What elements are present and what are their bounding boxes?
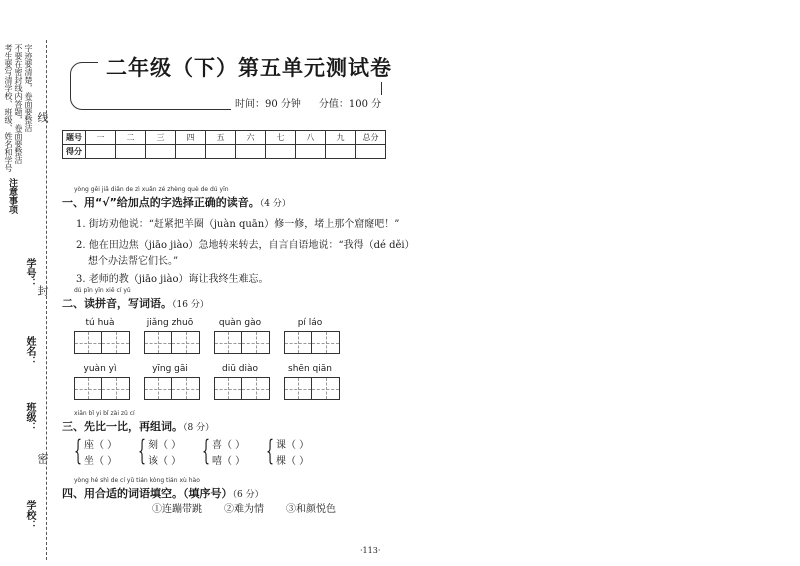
q2-points: （16 分） [172,300,209,310]
score-input-cell[interactable] [296,145,326,159]
writing-grid[interactable] [284,331,340,354]
line-char: 线 [36,112,49,123]
student-id-field[interactable]: 学号： [24,258,35,288]
score-input-cell[interactable] [86,145,116,159]
q1-item: 想个办法帮它们长。” [88,256,179,267]
word-pinyin: shēn qiān [288,364,332,374]
score-table-row [63,145,386,159]
score-input-cell[interactable] [206,145,236,159]
seal-line [46,40,47,560]
q2-pinyin: dú pīn yīn xiě cí yǔ [74,287,131,294]
writing-grid[interactable] [144,377,200,400]
table-cell: 一 [86,131,116,145]
q1-pinyin: yòng gěi jiā diǎn de zì xuǎn zé zhèng què de dú yīn [74,186,229,193]
brace: { [74,434,83,467]
score-input-cell[interactable] [116,145,146,159]
table-cell: 五 [206,131,236,145]
table-cell: 二 [116,131,146,145]
writing-grid[interactable] [284,377,340,400]
side-note: 不要在密封线内答题，卷面要整洁 [14,44,23,164]
q1-points: （4 分） [259,199,291,209]
school-field[interactable]: 学校： [24,500,35,530]
score-input-cell[interactable] [266,145,296,159]
compare-pair: 座（ ） 坐（ ） [84,440,118,467]
compare-pair: 课（ ） 棵（ ） [276,440,310,467]
q1-title: 一、用“√”给加点的字选择正确的读音。（4 分） [62,196,291,209]
exam-info [231,95,403,110]
table-cell: 总分 [356,131,386,145]
q3-pinyin: xiān bǐ yi bǐ zài zǔ cí [74,410,135,417]
score-input-cell[interactable] [236,145,266,159]
table-cell: 题号 [63,131,86,145]
side-notes [4,44,33,172]
q1-item: 1. 街坊劝他说：“赶紧把羊圈（juàn quān）修一修，堵上那个窟窿吧！” [76,219,400,230]
q4-pinyin: yòng hé shì de cí yǔ tián kòng tián xù hào [74,477,200,484]
compare-pair: 喜（ ） 嘻（ ） [212,440,246,467]
table-cell: 七 [266,131,296,145]
writing-grid[interactable] [144,331,200,354]
compare-pair: 刻（ ） 该（ ） [148,440,182,467]
q3-title: 三、先比一比，再组词。（8 分） [62,420,215,433]
side-note: 字迹要清楚，卷面要整洁 [24,44,33,132]
name-field[interactable]: 姓名： [24,336,35,366]
score-input-cell[interactable] [146,145,176,159]
option-item: ①连蹦带跳 [152,504,202,515]
score-table-header [63,131,386,145]
table-cell: 四 [176,131,206,145]
total-score: 分值：100 分 [318,99,382,110]
writing-grid[interactable] [74,377,130,400]
score-input-cell[interactable] [176,145,206,159]
seal-char: 封 [36,285,49,296]
brace: { [266,434,275,467]
score-table [62,130,386,159]
time-limit: 时间：90 分钟 [235,99,301,110]
q1-item: 2. 他在田边焦（jiāo jiào）急地转来转去，自言自语地说：“我得（dé děi） [76,240,415,251]
brace: { [138,434,147,467]
q1-item: 3. 老师的教（jiāo jiào）诲让我终生难忘。 [76,274,269,285]
brace: { [202,434,211,467]
word-pinyin: jiǎng zhuō [146,318,194,328]
option-item: ②难为情 [224,504,264,515]
writing-grid[interactable] [74,331,130,354]
table-cell: 六 [236,131,266,145]
q3-points: （8 分） [183,423,215,433]
table-cell: 三 [146,131,176,145]
word-pinyin: yīng gāi [152,364,188,374]
score-input-cell[interactable] [326,145,356,159]
score-input-cell[interactable] [356,145,386,159]
writing-grid[interactable] [214,331,270,354]
q4-points: （6 分） [232,490,264,500]
q2-title: 二、读拼音，写词语。（16 分） [62,297,209,310]
word-pinyin: pí láo [297,318,323,328]
class-field[interactable]: 班级： [24,402,35,432]
word-pinyin: quàn gào [218,318,262,328]
table-cell: 九 [326,131,356,145]
writing-grid[interactable] [214,377,270,400]
q4-title: 四、用合适的词语填空。（填序号）（6 分） [62,487,264,500]
side-note: 考生要写清学校、班级、姓名和学号 [4,44,13,172]
table-cell: 得分 [63,145,86,159]
word-pinyin: diū diào [221,364,258,374]
word-pinyin: yuàn yì [83,364,117,374]
option-item: ③和颜悦色 [286,504,336,515]
secret-char: 密 [36,453,49,464]
page-number: ·113· [360,546,381,555]
table-cell: 八 [296,131,326,145]
binding-sidebar [0,0,60,566]
page-title: 二年级（下）第五单元测试卷 [98,52,400,82]
word-options [152,500,358,515]
attention-label: 注意事项 [7,178,17,214]
word-pinyin: tú huà [85,318,115,328]
